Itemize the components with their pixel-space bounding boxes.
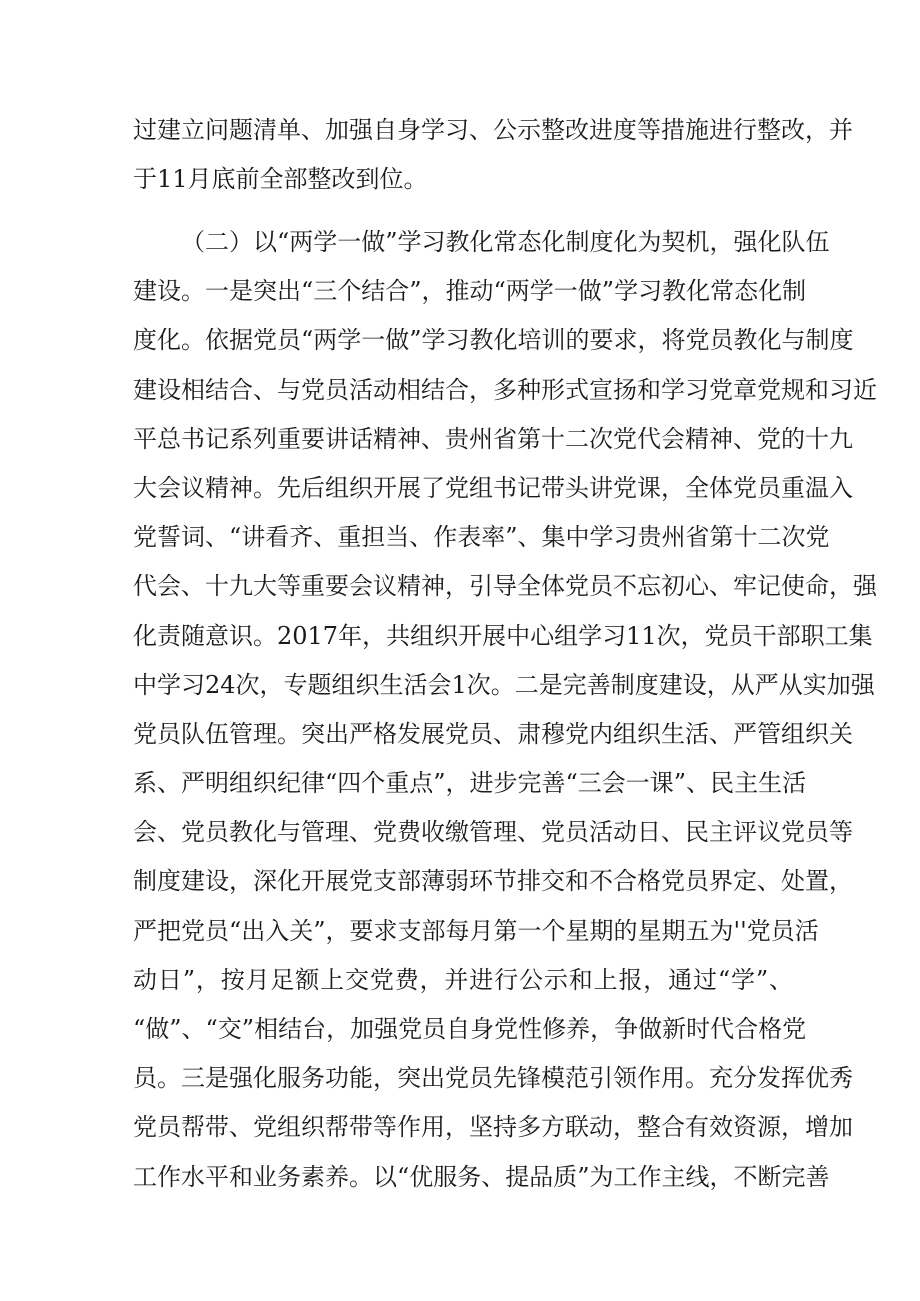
paragraph-line: 党员队伍管理。突出严格发展党员、肃穆党内组织生活、严管组织关: [133, 719, 853, 748]
paragraph-line: 严把党员“出入关”，要求支部每月第一个星期的星期五为''党员活: [133, 916, 819, 945]
paragraph-line: 会、党员教化与管理、党费收缴管理、党员活动日、民主评议党员等: [133, 818, 853, 847]
paragraph-line: 中学习24次，专题组织生活会1次。二是完善制度建设，从严从实加强: [133, 670, 875, 699]
paragraph-team-building: [133, 218, 877, 1202]
paragraph-line: （二）以“两学一做”学习教化常态化制度化为契机，强化队伍: [181, 228, 830, 256]
paragraph-line: 平总书记系列重要讲话精神、贵州省第十二次党代会精神、党的十九: [133, 424, 853, 453]
paragraph-line: 党誓词、“讲看齐、重担当、作表率”、集中学习贵州省第十二次党: [133, 523, 830, 552]
paragraph-line: 建设。一是突出“三个结合”，推动“两学一做”学习教化常态化制: [133, 277, 807, 306]
paragraph-line: 动日”，按月足额上交党费，并进行公示和上报，通过“学”、: [133, 965, 793, 994]
paragraph-line: 化责随意识。2017年，共组织开展中心组学习11次，党员干部职工集: [133, 621, 873, 650]
paragraph-line: “做”、“交”相结台，加强党员自身党性修养，争做新时代合格党: [133, 1015, 807, 1043]
paragraph-line: 代会、十九大等重要会议精神，引导全体党员不忘初心、牢记使命，强: [133, 572, 877, 601]
paragraph-line: 过建立问题清单、加强自身学习、公示整改进度等措施进行整改，并: [133, 116, 853, 144]
paragraph-line: 员。三是强化服务功能，突出党员先锋模范引领作用。充分发挥优秀: [133, 1064, 853, 1093]
paragraph-line: 制度建设，深化开展党支部薄弱环节排交和不合格党员界定、处置，: [133, 867, 853, 896]
paragraph-rectification: [133, 106, 853, 204]
paragraph-line: 系、严明组织纪律“四个重点”，进步完善“三会一课”、民主生活: [133, 769, 807, 798]
paragraph-line: 党员帮带、党组织帮带等作用，坚持多方联动，整合有效资源，增加: [133, 1113, 853, 1142]
paragraph-line: 工作水平和业务素养。以“优服务、提品质”为工作主线，不断完善: [133, 1162, 830, 1191]
paragraph-line: 于11月底前全部整改到位。: [133, 165, 428, 194]
paragraph-line: 建设相结合、与党员活动相结合，多种形式宣扬和学习党章党规和习近: [133, 375, 877, 404]
paragraph-line: 度化。依据党员“两学一做”学习教化培训的要求，将党员教化与制度: [133, 326, 854, 355]
paragraph-line: 大会议精神。先后组织开展了党组书记带头讲党课，全体党员重温入: [133, 473, 853, 502]
